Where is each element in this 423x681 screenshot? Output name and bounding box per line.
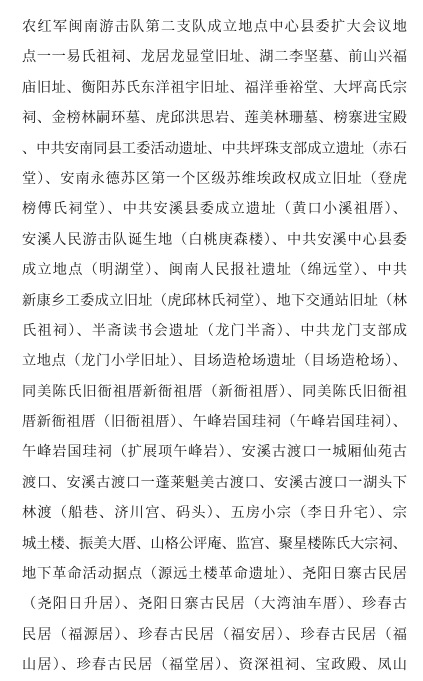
text-line-9: 成立地点（明湖堂）、闽南人民报社遗址（绵远堂）、中共 [22, 262, 407, 279]
text-line-8: 安溪人民游击队诞生地（白桃庚森楼）、中共安溪中心县委 [22, 231, 407, 248]
heritage-list-paragraph [22, 12, 407, 681]
text-line-13: 同美陈氏旧衙祖厝新衙祖厝（新衙祖厝）、同美陈氏旧衙祖 [22, 383, 407, 400]
text-line-20: （尧阳日升居）、尧阳日寨古民居（大湾油车厝）、珍春古 [22, 596, 407, 613]
text-line-4: 祠、金榜林嗣环墓、虎邱洪思岩、莲美林珊墓、榜寨进宝殿 [22, 110, 407, 127]
text-line-16: 渡口、安溪古渡口一蓬莱魁美古渡口、安溪古渡口一湖头下 [22, 474, 407, 491]
text-line-10: 新康乡工委成立旧址（虎邱林氏祠堂）、地下交通站旧址（林 [22, 292, 407, 309]
text-line-18: 城土楼、振美大厝、山格公评庵、监宫、聚星楼陈氏大宗祠、 [22, 535, 407, 552]
text-line-12: 立地点（龙门小学旧址）、目场造枪场遗址（目场造枪场）、 [22, 353, 407, 370]
text-line-14: 厝新衙祖厝（旧衙祖厝）、午峰岩国珪祠（午峰岩国珪祠）、 [22, 414, 407, 431]
text-line-21: 民居（福源居）、珍春古民居（福安居）、珍春古民居（福 [22, 626, 407, 643]
text-line-6: 堂）、安南永德苏区第一个区级苏维埃政权成立旧址（登虎 [22, 170, 407, 187]
text-line-7: 榜傅氏祠堂）、中共安溪县委成立遗址（黄口小溪祖厝）、 [22, 201, 407, 218]
text-line-2: 点一一易氏祖祠、龙居龙显堂旧址、湖二李坚墓、前山兴福 [22, 49, 407, 66]
text-line-5: 、中共安南同县工委活动遗址、中共坪珠支部成立遗址（赤石 [22, 140, 407, 157]
text-line-17: 林渡（船巷、济川宫、码头）、五房小宗（李日升宅）、宗 [22, 505, 407, 522]
text-line-3: 庙旧址、衡阳苏氏东洋祖宇旧址、福洋垂裕堂、大坪高氏宗 [22, 79, 407, 96]
text-line-1: 农红军闽南游击队第二支队成立地点中心县委扩大会议地 [22, 19, 407, 35]
text-line-22: 山居）、珍春古民居（福堂居）、资深祖祠、宝政殿、凤山 [22, 657, 407, 674]
text-line-19: 地下革命活动据点（源远土楼革命遗址）、尧阳日寨古民居 [22, 566, 407, 583]
text-line-15: 午峰岩国珪祠（扩展项午峰岩）、安溪古渡口一城厢仙苑古 [22, 444, 407, 461]
text-line-11: 氏祖祠）、半斋读书会遗址（龙门半斋）、中共龙门支部成 [22, 322, 407, 339]
